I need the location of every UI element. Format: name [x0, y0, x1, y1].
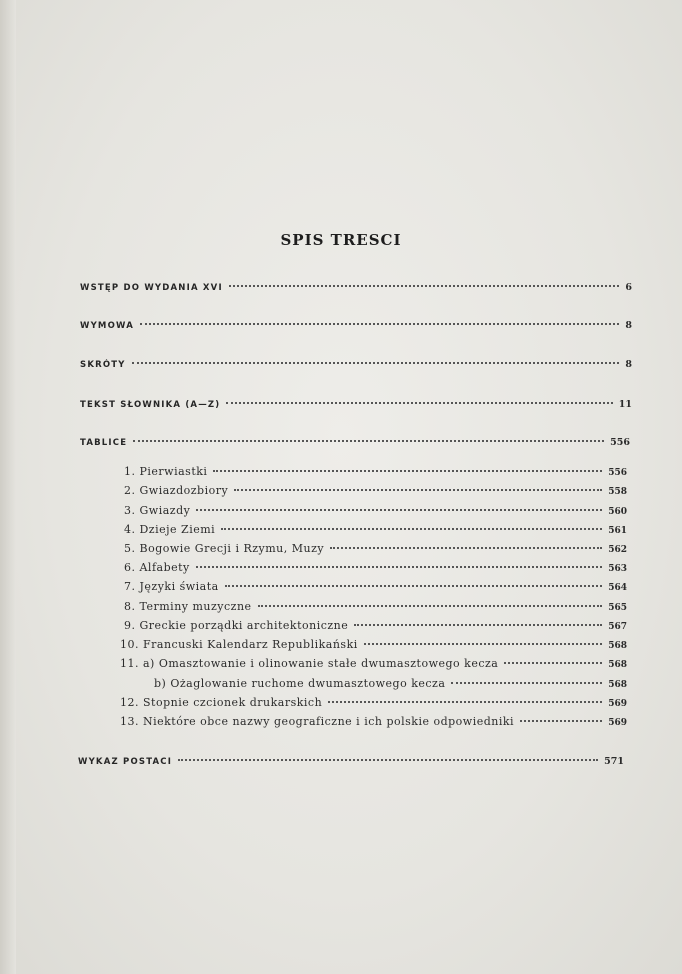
toc-entry-label: 1. Pierwiastki	[124, 465, 208, 478]
toc-entry-label: WYMOWA	[80, 321, 134, 331]
toc-entry-page: 568	[608, 641, 627, 651]
toc-subentry-7	[124, 580, 627, 596]
toc-entry-label: 11. a) Omasztowanie i olinowanie stałe dwumasztowego kecza	[120, 657, 499, 670]
toc-subentry-2	[124, 484, 627, 500]
toc-entry-page: 11	[618, 399, 632, 410]
toc-entry-label: 8. Terminy muzyczne	[124, 600, 252, 613]
toc-entry-page: 556	[610, 437, 630, 448]
toc-entry-page: 563	[608, 564, 627, 574]
toc-entry-label: 10. Francuski Kalendarz Republikański	[120, 638, 358, 651]
dot-leader	[133, 440, 604, 442]
dot-leader	[221, 528, 602, 530]
dot-leader	[140, 323, 619, 325]
dot-leader	[229, 285, 620, 287]
toc-entry-label: TEKST SŁOWNIKA (A—Z)	[80, 400, 221, 410]
toc-entry-page: 565	[608, 603, 627, 613]
dot-leader	[196, 509, 602, 511]
toc-entry-page: 8	[625, 320, 632, 331]
toc-subentry-1	[124, 465, 627, 481]
toc-entry-page: 571	[604, 756, 624, 767]
toc-subentry-8	[124, 600, 627, 616]
toc-entry-wymowa	[80, 320, 632, 336]
page-title: SPIS TRESCI	[280, 231, 402, 249]
toc-entry-label: 7. Języki świata	[124, 580, 219, 593]
toc-entry-label: 2. Gwiazdozbiory	[124, 484, 229, 497]
toc-entry-label: 13. Niektóre obce nazwy geograficzne i ich polskie odpowiedniki	[120, 715, 515, 728]
toc-subentry-3	[124, 504, 627, 520]
dot-leader	[234, 489, 602, 491]
toc-entry-tekst-slownika	[80, 399, 632, 415]
toc-subentry-9	[124, 619, 627, 635]
dot-leader	[225, 585, 602, 587]
page-edge	[0, 0, 16, 974]
toc-entry-tablice	[80, 437, 630, 453]
toc-entry-page: 564	[608, 583, 627, 593]
dot-leader	[354, 624, 602, 626]
dot-leader	[196, 566, 602, 568]
toc-entry-page: 568	[608, 660, 627, 670]
toc-subentry-5	[124, 542, 627, 558]
dot-leader	[330, 547, 602, 549]
toc-entry-skroty	[80, 359, 632, 375]
toc-entry-page: 569	[608, 718, 627, 728]
toc-entry-wstep	[80, 282, 632, 298]
toc-entry-page: 556	[608, 468, 627, 478]
toc-entry-label: 3. Gwiazdy	[124, 504, 191, 517]
dot-leader	[328, 701, 602, 703]
toc-entry-label: 12. Stopnie czcionek drukarskich	[120, 696, 323, 709]
toc-subentry-4	[124, 523, 627, 539]
toc-entry-page: 560	[608, 507, 627, 517]
dot-leader	[213, 470, 602, 472]
toc-entry-label: WSTĘP DO WYDANIA XVI	[80, 283, 223, 293]
dot-leader	[258, 605, 603, 607]
toc-subentry-13	[120, 715, 627, 731]
toc-entry-wykaz-postaci	[78, 756, 624, 772]
toc-entry-page: 558	[608, 487, 627, 497]
toc-entry-page: 569	[608, 699, 627, 709]
dot-leader	[132, 362, 620, 364]
toc-entry-page: 6	[625, 282, 632, 293]
toc-entry-label: SKRÓTY	[80, 360, 126, 370]
toc-subentry-10	[120, 638, 627, 654]
dot-leader	[504, 662, 602, 664]
toc-entry-page: 561	[608, 526, 627, 536]
toc-subentry-6	[124, 561, 627, 577]
dot-leader	[451, 682, 602, 684]
toc-entry-label: WYKAZ POSTACI	[78, 757, 173, 767]
toc-subentry-11a	[120, 657, 627, 673]
toc-entry-label: 4. Dzieje Ziemi	[124, 523, 216, 536]
toc-entry-label: b) Ożaglowanie ruchome dwumasztowego kecza	[154, 677, 446, 690]
toc-entry-label: 6. Alfabety	[124, 561, 190, 574]
toc-entry-label: 5. Bogowie Grecji i Rzymu, Muzy	[124, 542, 325, 555]
dot-leader	[520, 720, 602, 722]
toc-entry-page: 568	[608, 680, 627, 690]
toc-entry-label: TABLICE	[80, 438, 128, 448]
dot-leader	[226, 402, 612, 404]
dot-leader	[178, 759, 598, 761]
toc-entry-label: 9. Greckie porządki architektoniczne	[124, 619, 349, 632]
toc-subentry-12	[120, 696, 627, 712]
toc-subentry-11b	[154, 677, 627, 693]
toc-entry-page: 8	[625, 359, 632, 370]
toc-entry-page: 562	[608, 545, 627, 555]
toc-entry-page: 567	[608, 622, 627, 632]
dot-leader	[364, 643, 602, 645]
